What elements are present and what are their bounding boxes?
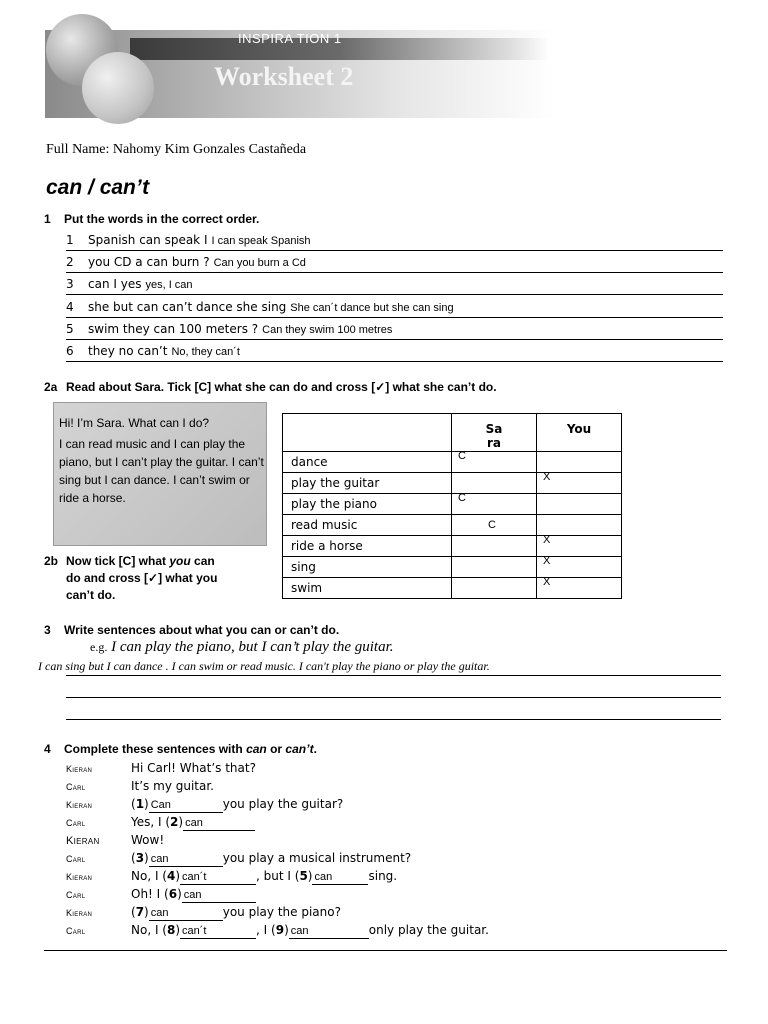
instruction-part: . [313, 742, 317, 756]
line-text: ( [131, 851, 136, 865]
header-label: You [566, 422, 592, 436]
item-number: 3 [66, 277, 74, 291]
line-text: No, I ( [131, 923, 167, 937]
line-text: sing. [368, 869, 398, 883]
exercise-number: 4 [44, 742, 51, 756]
sara-cell[interactable] [452, 536, 537, 557]
line-text: Hi Carl! What’s that? [131, 761, 256, 775]
exercise-1-item [66, 343, 723, 362]
writing-line [66, 719, 721, 720]
line-text: It’s my guitar. [131, 779, 214, 793]
answer-blank[interactable]: can´t [180, 870, 256, 885]
item-number: 5 [66, 322, 74, 336]
you-cell[interactable] [537, 536, 622, 557]
activity-label: play the guitar [291, 476, 380, 490]
table-row [283, 557, 622, 578]
dialogue-line: Carl Yes, I (2) can [66, 814, 255, 831]
activity-cell [283, 473, 452, 494]
activity-cell [283, 452, 452, 473]
instruction-part: Now tick [C] what [66, 554, 170, 568]
decorative-circle [82, 52, 154, 124]
line-text: Yes, I ( [131, 815, 171, 829]
table-row [283, 494, 622, 515]
item-prompt: she but can can’t dance she sing [88, 300, 287, 314]
table-row [283, 473, 622, 494]
line-text: you play a musical instrument? [222, 851, 412, 865]
sara-line-2: I can read music and I can play the piano, but I can’t play the guitar. I can’t sing but I can dance. I can’t swim or ride a horse. [59, 437, 264, 505]
item-number: 4 [66, 300, 74, 314]
instruction-emphasis: can’t [285, 742, 314, 756]
exercise-3-answer[interactable]: I can sing but I can dance . I can swim or read music. I can't play the piano or play the guitar. [38, 659, 490, 673]
item-answer[interactable]: Can they swim 100 metres [262, 324, 393, 336]
instruction-part: can’t do. [66, 588, 116, 602]
exercise-1-item [66, 276, 723, 295]
table-row [283, 578, 622, 599]
you-cell[interactable] [537, 515, 622, 536]
blank-number: 8 [166, 923, 176, 937]
blank-number: 5 [299, 869, 308, 883]
speaker-name: Kieran [66, 872, 93, 882]
exercise-1-item [66, 232, 723, 251]
series-label: INSPIRA TION 1 [238, 31, 342, 46]
instruction-emphasis: you [169, 554, 191, 568]
you-cell[interactable] [537, 452, 622, 473]
exercise-number: 1 [44, 212, 51, 226]
blank-number: 4 [166, 869, 176, 883]
item-prompt: you CD a can burn ? [88, 255, 210, 269]
exercise-1-item [66, 299, 723, 318]
activity-cell [283, 515, 452, 536]
activity-cell [283, 578, 452, 599]
speaker-name: Carl [66, 854, 86, 864]
answer-blank[interactable]: Can [149, 798, 223, 813]
sara-cell[interactable] [452, 557, 537, 578]
answer-blank[interactable]: can [149, 852, 223, 867]
item-number: 2 [66, 255, 74, 269]
you-cell[interactable] [537, 473, 622, 494]
sara-mark: C [458, 450, 466, 462]
dialogue-line: Carl No, I (8) can´t , I (9) can only play the guitar. [66, 923, 489, 937]
blank-number: 7 [135, 905, 145, 919]
exercise-1-item [66, 321, 723, 340]
you-mark: X [543, 576, 551, 588]
exercise-2b-heading [44, 553, 217, 604]
line-text: ( [131, 797, 136, 811]
sara-mark: C [488, 519, 496, 531]
line-text: , but I ( [256, 869, 300, 883]
speaker-name: Kieran [66, 908, 93, 918]
exercise-3-heading [44, 623, 339, 637]
line-text: No, I ( [131, 869, 167, 883]
dialogue-line: Carl (3) can you play a musical instrument? [66, 851, 412, 865]
you-mark: X [543, 471, 551, 483]
instruction-part: Complete these sentences with [64, 742, 247, 756]
item-answer[interactable]: yes, I can [145, 279, 193, 291]
activity-cell [283, 494, 452, 515]
table-header-you [537, 414, 622, 452]
speaker-name: Carl [66, 782, 86, 792]
dialogue-line [66, 760, 256, 777]
speaker-name: Kieran [66, 800, 93, 810]
answer-blank[interactable]: can [183, 816, 255, 831]
exercise-instruction: Write sentences about what you can or can’t do. [64, 623, 340, 637]
item-prompt: Spanish can speak I [88, 233, 208, 247]
answer-blank[interactable]: can´t [180, 924, 256, 939]
answer-blank[interactable]: can [149, 906, 223, 921]
table-row [283, 536, 622, 557]
speaker-name: Carl [66, 818, 86, 828]
activity-label: read music [291, 518, 358, 532]
exercise-number: 2a [44, 380, 58, 394]
item-number: 6 [66, 344, 74, 358]
sara-cell[interactable] [452, 515, 537, 536]
page-title: can / can’t [46, 176, 150, 199]
you-cell[interactable] [537, 557, 622, 578]
exercise-1-item [66, 254, 723, 273]
tick-table [282, 413, 622, 599]
activity-label: play the piano [291, 497, 377, 511]
you-cell[interactable] [537, 578, 622, 599]
you-cell[interactable] [537, 494, 622, 515]
sara-line-1: Hi! I’m Sara. What can I do? [59, 416, 210, 430]
dialogue-line [66, 778, 214, 795]
item-prompt: swim they can 100 meters ? [88, 322, 259, 336]
speaker-name: Kieran [66, 764, 93, 774]
sara-mark: C [458, 492, 466, 504]
blank-number: 1 [135, 797, 145, 811]
blank-number: 2 [170, 815, 179, 829]
sara-cell[interactable] [452, 494, 537, 515]
sara-cell[interactable] [452, 473, 537, 494]
example-sentence [90, 639, 394, 656]
you-mark: X [543, 534, 551, 546]
blank-number: 6 [168, 887, 178, 901]
exercise-4-heading [44, 742, 317, 756]
full-name: Full Name: Nahomy Kim Gonzales Castañeda [46, 142, 307, 157]
item-prompt: they no can’t [88, 344, 168, 358]
item-answer[interactable]: No, they can´t [171, 346, 240, 358]
table-header-blank [283, 414, 452, 452]
line-text: Oh! I ( [131, 887, 169, 901]
dialogue-line: Carl Oh! I (6) can [66, 886, 256, 903]
example-label: e.g. [90, 640, 108, 654]
speaker-name: Carl [66, 926, 86, 936]
line-text: Wow! [131, 833, 165, 847]
item-number: 1 [66, 233, 74, 247]
exercise-instruction: Read about Sara. Tick [C] what she can do and cross [✓] what she can’t do. [66, 380, 497, 394]
table-header-row [283, 414, 622, 452]
instruction-part: do and cross [✓] what you [66, 571, 218, 585]
blank-number: 3 [135, 851, 145, 865]
activity-label: ride a horse [291, 539, 363, 553]
speaker-name: Kieran [66, 835, 100, 847]
item-answer[interactable]: Can you burn a Cd [213, 257, 306, 269]
writing-line [66, 675, 721, 676]
example-text: I can play the piano, but I can’t play the guitar. [111, 639, 394, 655]
instruction-emphasis: can [246, 742, 267, 756]
exercise-number: 3 [44, 623, 51, 637]
instruction-part: or [266, 742, 286, 756]
item-prompt: can I yes [88, 277, 142, 291]
line-text: , I ( [256, 923, 276, 937]
dialogue-line: Kieran (1) Can you play the guitar? [66, 797, 344, 811]
line-text: only play the guitar. [368, 923, 489, 937]
exercise-instruction: Put the words in the correct order. [64, 212, 260, 226]
answer-blank[interactable]: can [312, 870, 368, 885]
instruction-part: can [190, 554, 215, 568]
you-mark: X [543, 555, 551, 567]
dialogue-line: Kieran (7) can you play the piano? [66, 905, 341, 919]
item-answer[interactable]: I can speak Spanish [211, 235, 311, 247]
blank-number: 9 [275, 923, 285, 937]
line-text: ( [131, 905, 136, 919]
exercise-1-heading [44, 212, 259, 226]
writing-line [66, 697, 721, 698]
activity-cell [283, 557, 452, 578]
answer-blank[interactable]: can [182, 888, 256, 903]
header-label: Sa ra [485, 422, 503, 450]
bottom-rule [44, 950, 727, 951]
line-text: you play the piano? [222, 905, 341, 919]
table-header-sara [452, 414, 537, 452]
sara-cell[interactable] [452, 578, 537, 599]
answer-blank[interactable]: can [289, 924, 369, 939]
worksheet-title: Worksheet 2 [214, 62, 354, 91]
speaker-name: Carl [66, 890, 86, 900]
sara-text [59, 414, 267, 507]
dialogue-line: Kieran No, I (4) can´t , but I (5) can sing. [66, 869, 398, 883]
activity-label: swim [291, 581, 323, 595]
exercise-number: 2b [44, 554, 59, 568]
exercise-2a-heading [44, 380, 497, 394]
table-row [283, 515, 622, 536]
sara-cell[interactable] [452, 452, 537, 473]
table-row [283, 452, 622, 473]
activity-label: dance [291, 455, 328, 469]
activity-label: sing [291, 560, 316, 574]
activity-cell [283, 536, 452, 557]
dialogue-line [66, 832, 164, 849]
item-answer[interactable]: She can´t dance but she can sing [290, 302, 454, 314]
line-text: you play the guitar? [222, 797, 344, 811]
